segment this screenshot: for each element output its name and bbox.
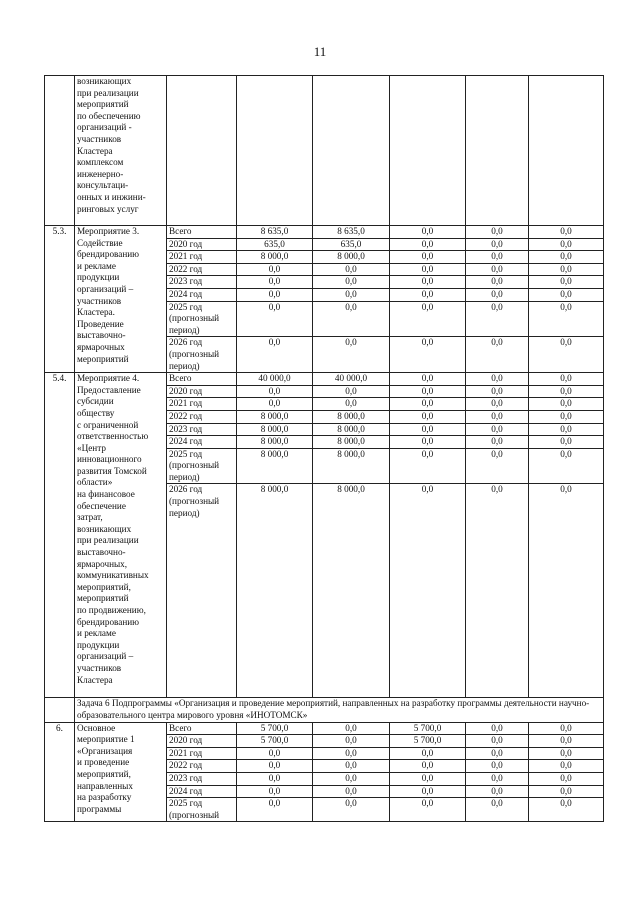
value-cell: 40 000,0: [313, 373, 390, 386]
value-cell: 0,0: [390, 785, 466, 798]
value-cell: 0,0: [313, 276, 390, 289]
value-cell: 0,0: [390, 226, 466, 239]
value-cell: 0,0: [390, 288, 466, 301]
value-cell: 8 635,0: [237, 226, 313, 239]
value-cell: 0,0: [529, 484, 604, 698]
measure-name-cell: возникающих при реализации мероприятий по обеспечению организаций - участников Кластера комплексом инженерно- консультаци- онных и инжини- ринговых услуг: [75, 76, 167, 226]
value-cell: 0,0: [390, 263, 466, 276]
value-cell: 0,0: [466, 448, 529, 484]
table-row: [45, 76, 604, 226]
task-row: [45, 698, 604, 722]
value-cell: 0,0: [529, 385, 604, 398]
value-cell: 0,0: [313, 337, 390, 373]
value-cell: 0,0: [390, 385, 466, 398]
value-cell: 8 000,0: [313, 251, 390, 264]
table-row: [45, 226, 604, 239]
value-cell: 0,0: [466, 410, 529, 423]
row-number-cell: [45, 76, 75, 226]
value-cell: 0,0: [529, 747, 604, 760]
value-cell: 0,0: [390, 747, 466, 760]
measure-name-cell: Мероприятие 3. Содействие брендированию и рекламе продукции организаций – участников Кластера. Проведение выставочно- ярмарочных мероприятий: [75, 226, 167, 373]
value-cell: 0,0: [529, 263, 604, 276]
value-cell: 0,0: [529, 436, 604, 449]
value-cell: 0,0: [237, 263, 313, 276]
value-cell: 0,0: [313, 398, 390, 411]
year-cell: 2025 год (прогнозный: [167, 798, 237, 822]
value-cell: 8 000,0: [237, 423, 313, 436]
value-cell: 0,0: [313, 760, 390, 773]
value-cell: 0,0: [390, 301, 466, 337]
value-cell: 0,0: [529, 773, 604, 786]
measure-name-cell: Мероприятие 4. Предоставление субсидии обществу с ограниченной ответственностью «Центр инновационного развития Томской области» на финансовое обеспечение затрат, возникающих при реализации выставочно- ярмарочных, коммуникативных мероприятий, мероприятий по продвижению, брендированию и рекламе продукции организаций – участников Кластера: [75, 373, 167, 698]
value-cell: 0,0: [466, 785, 529, 798]
task-heading: Задача 6 Подпрограммы «Организация и проведение мероприятий, направленных на разработку программы деятельности научно-образовательного центра мирового уровня «ИНОТОМСК»: [75, 698, 604, 722]
value-cell: 0,0: [529, 337, 604, 373]
value-cell: 8 000,0: [313, 448, 390, 484]
value-cell: 0,0: [237, 785, 313, 798]
year-cell: 2025 год (прогнозный период): [167, 301, 237, 337]
year-cell: 2023 год: [167, 773, 237, 786]
value-cell: 0,0: [313, 301, 390, 337]
value-cell: 0,0: [237, 276, 313, 289]
value-cell: 0,0: [313, 773, 390, 786]
value-cell: 0,0: [466, 385, 529, 398]
year-cell: 2024 год: [167, 288, 237, 301]
value-cell: 0,0: [313, 798, 390, 822]
value-cell: 635,0: [313, 238, 390, 251]
value-cell: 0,0: [529, 722, 604, 735]
value-cell: 0,0: [390, 373, 466, 386]
table-row: [45, 373, 604, 386]
value-cell: 0,0: [313, 263, 390, 276]
value-cell: 0,0: [390, 423, 466, 436]
year-cell: 2023 год: [167, 423, 237, 436]
year-cell: 2021 год: [167, 251, 237, 264]
value-cell: 0,0: [529, 398, 604, 411]
value-cell: 0,0: [466, 423, 529, 436]
value-cell: 0,0: [237, 760, 313, 773]
year-cell: 2022 год: [167, 263, 237, 276]
value-cell: 0,0: [466, 276, 529, 289]
value-cell: 0,0: [237, 398, 313, 411]
value-cell: 0,0: [466, 263, 529, 276]
value-cell: 5 700,0: [390, 722, 466, 735]
value-cell: 5 700,0: [390, 735, 466, 748]
value-cell: 635,0: [237, 238, 313, 251]
value-cell: 0,0: [466, 373, 529, 386]
value-cell: 0,0: [529, 276, 604, 289]
measure-name-cell: Основное мероприятие 1 «Организация и проведение мероприятий, направленных на разработку программы: [75, 722, 167, 822]
value-cell: 8 000,0: [237, 448, 313, 484]
row-number-cell: 5.3.: [45, 226, 75, 373]
value-cell: 0,0: [529, 301, 604, 337]
value-cell: 0,0: [529, 238, 604, 251]
year-cell: 2026 год (прогнозный период): [167, 484, 237, 698]
value-cell: 0,0: [313, 735, 390, 748]
value-cell: 0,0: [529, 735, 604, 748]
value-cell: 0,0: [390, 484, 466, 698]
value-cell: 40 000,0: [237, 373, 313, 386]
value-cell: 5 700,0: [237, 735, 313, 748]
value-cell: 5 700,0: [237, 722, 313, 735]
value-cell: 8 000,0: [313, 410, 390, 423]
year-cell: 2024 год: [167, 785, 237, 798]
value-cell: 0,0: [390, 436, 466, 449]
table-row: [45, 722, 604, 735]
budget-table: [44, 75, 604, 822]
value-cell: 0,0: [466, 398, 529, 411]
row-number-cell: 5.4.: [45, 373, 75, 698]
year-cell: 2020 год: [167, 735, 237, 748]
year-cell: 2020 год: [167, 238, 237, 251]
year-cell: 2024 год: [167, 436, 237, 449]
row-number-cell: 6.: [45, 722, 75, 822]
value-cell: 0,0: [237, 798, 313, 822]
value-cell: 0,0: [390, 276, 466, 289]
value-cell: 0,0: [390, 251, 466, 264]
value-cell: 0,0: [237, 773, 313, 786]
value-cell: 0,0: [466, 436, 529, 449]
year-cell: Всего: [167, 373, 237, 386]
value-cell: 8 000,0: [237, 436, 313, 449]
value-cell: 0,0: [529, 798, 604, 822]
value-cell: 0,0: [313, 288, 390, 301]
value-cell: 0,0: [529, 288, 604, 301]
value-cell: 0,0: [466, 722, 529, 735]
year-cell: 2020 год: [167, 385, 237, 398]
value-cell: 0,0: [313, 747, 390, 760]
value-cell: 0,0: [529, 251, 604, 264]
value-cell: 8 000,0: [237, 484, 313, 698]
value-cell: 0,0: [466, 226, 529, 239]
value-cell: 0,0: [529, 226, 604, 239]
value-cell: 0,0: [466, 301, 529, 337]
year-cell: 2023 год: [167, 276, 237, 289]
value-cell: 0,0: [390, 798, 466, 822]
value-cell: 0,0: [466, 484, 529, 698]
value-cell: 0,0: [237, 385, 313, 398]
value-cell: 0,0: [390, 760, 466, 773]
year-cell: 2026 год (прогнозный период): [167, 337, 237, 373]
value-cell: 0,0: [529, 448, 604, 484]
value-cell: 0,0: [237, 288, 313, 301]
value-cell: 0,0: [529, 373, 604, 386]
value-cell: 0,0: [466, 798, 529, 822]
value-cell: 0,0: [466, 238, 529, 251]
value-cell: 0,0: [466, 251, 529, 264]
value-cell: 0,0: [466, 760, 529, 773]
year-cell: Всего: [167, 226, 237, 239]
year-cell: 2021 год: [167, 747, 237, 760]
value-cell: 0,0: [466, 735, 529, 748]
year-cell: 2022 год: [167, 410, 237, 423]
value-cell: 0,0: [313, 785, 390, 798]
value-cell: 0,0: [529, 785, 604, 798]
value-cell: 8 000,0: [313, 436, 390, 449]
table-body: [45, 76, 604, 822]
value-cell: 0,0: [466, 773, 529, 786]
value-cell: 0,0: [529, 423, 604, 436]
value-cell: 8 000,0: [237, 410, 313, 423]
year-cell: 2021 год: [167, 398, 237, 411]
value-cell: 0,0: [237, 337, 313, 373]
value-cell: 0,0: [237, 301, 313, 337]
value-cell: 0,0: [313, 722, 390, 735]
value-cell: 0,0: [390, 337, 466, 373]
value-cell: 8 000,0: [313, 484, 390, 698]
value-cell: 0,0: [466, 337, 529, 373]
value-cell: 0,0: [390, 398, 466, 411]
value-cell: 8 000,0: [237, 251, 313, 264]
value-cell: 0,0: [313, 385, 390, 398]
year-cell: 2022 год: [167, 760, 237, 773]
value-cell: 8 635,0: [313, 226, 390, 239]
value-cell: 0,0: [529, 410, 604, 423]
value-cell: 0,0: [390, 773, 466, 786]
value-cell: 0,0: [466, 747, 529, 760]
value-cell: 0,0: [390, 410, 466, 423]
value-cell: 8 000,0: [313, 423, 390, 436]
value-cell: 0,0: [466, 288, 529, 301]
page-number: 11: [313, 44, 327, 59]
year-cell: Всего: [167, 722, 237, 735]
value-cell: 0,0: [390, 448, 466, 484]
value-cell: 0,0: [529, 760, 604, 773]
value-cell: 0,0: [390, 238, 466, 251]
value-cell: 0,0: [237, 747, 313, 760]
year-cell: 2025 год (прогнозный период): [167, 448, 237, 484]
